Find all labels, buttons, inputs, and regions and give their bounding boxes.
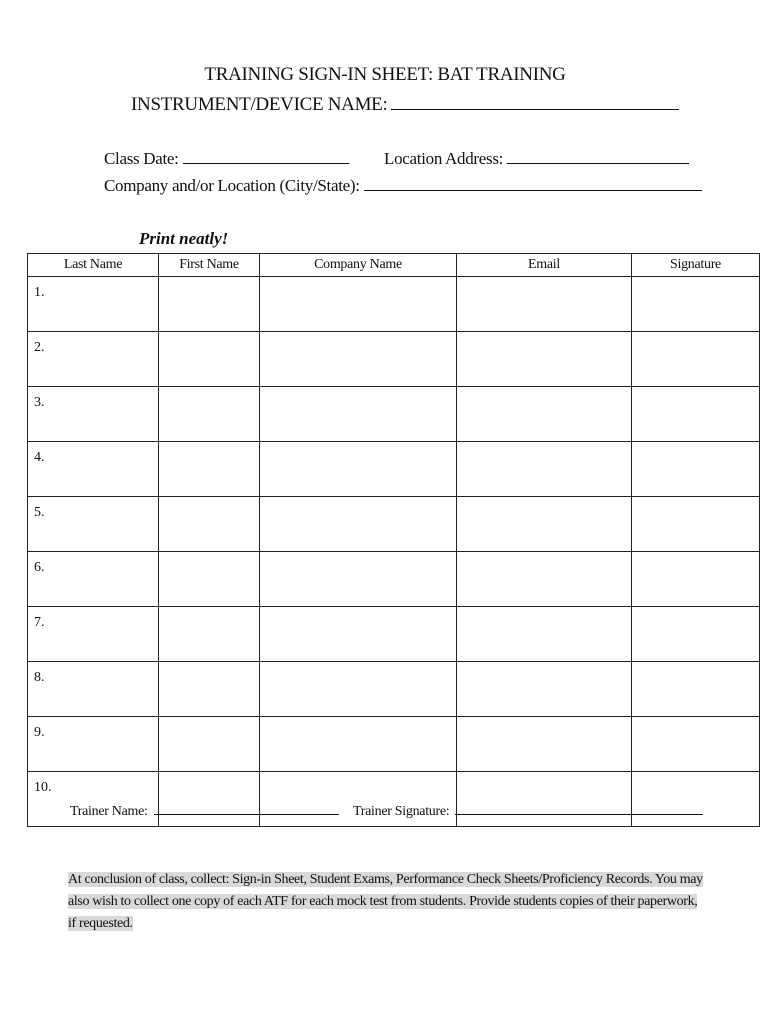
table-row bbox=[28, 332, 760, 387]
cell-last-name[interactable] bbox=[28, 662, 159, 717]
print-neatly-note: Print neatly! bbox=[139, 229, 229, 248]
cell-email[interactable] bbox=[457, 607, 632, 662]
location-address-line[interactable] bbox=[507, 149, 689, 164]
row-number: 5. bbox=[34, 505, 45, 520]
class-date-field[interactable] bbox=[104, 149, 349, 169]
cell-last-name[interactable] bbox=[28, 497, 159, 552]
cell-email[interactable] bbox=[457, 717, 632, 772]
cell-email[interactable] bbox=[457, 662, 632, 717]
table-header-row bbox=[28, 254, 760, 277]
cell-first-name[interactable] bbox=[159, 332, 260, 387]
cell-signature[interactable] bbox=[632, 717, 760, 772]
cell-signature[interactable] bbox=[632, 442, 760, 497]
table-row bbox=[28, 277, 760, 332]
cell-company-name[interactable] bbox=[260, 497, 457, 552]
row-number: 9. bbox=[34, 725, 45, 740]
trainer-name-label: Trainer Name: bbox=[70, 804, 148, 819]
row-number: 6. bbox=[34, 560, 45, 575]
column-header-signature: Signature bbox=[632, 254, 760, 277]
cell-last-name[interactable] bbox=[28, 607, 159, 662]
cell-first-name[interactable] bbox=[159, 607, 260, 662]
cell-company-name[interactable] bbox=[260, 332, 457, 387]
cell-company-name[interactable] bbox=[260, 442, 457, 497]
table-row bbox=[28, 717, 760, 772]
conclusion-note bbox=[68, 869, 708, 935]
row-number: 3. bbox=[34, 395, 45, 410]
device-name-label: INSTRUMENT/DEVICE NAME: bbox=[131, 94, 388, 115]
table-row bbox=[28, 442, 760, 497]
company-location-line[interactable] bbox=[364, 176, 702, 191]
cell-first-name[interactable] bbox=[159, 497, 260, 552]
cell-company-name[interactable] bbox=[260, 277, 457, 332]
row-number: 2. bbox=[34, 340, 45, 355]
column-header-email: Email bbox=[457, 254, 632, 277]
column-header-first-name: First Name bbox=[159, 254, 260, 277]
location-address-field[interactable] bbox=[384, 149, 689, 169]
cell-first-name[interactable] bbox=[159, 552, 260, 607]
table-row bbox=[28, 662, 760, 717]
device-name-line[interactable] bbox=[391, 95, 679, 110]
cell-last-name[interactable] bbox=[28, 552, 159, 607]
cell-signature[interactable] bbox=[632, 607, 760, 662]
class-date-line[interactable] bbox=[183, 149, 349, 164]
cell-company-name[interactable] bbox=[260, 717, 457, 772]
cell-last-name[interactable] bbox=[28, 277, 159, 332]
location-address-label: Location Address: bbox=[384, 149, 504, 168]
column-header-last-name: Last Name bbox=[28, 254, 159, 277]
cell-email[interactable] bbox=[457, 552, 632, 607]
conclusion-note-text: At conclusion of class, collect: Sign-in Sheet, Student Exams, Performance Check Sheets/Proficiency Records. You may also wish to collect one copy of each ATF for each mock test from students. Provide students copies of their paperwork, if requested. bbox=[68, 872, 703, 931]
cell-company-name[interactable] bbox=[260, 387, 457, 442]
cell-signature[interactable] bbox=[632, 552, 760, 607]
cell-signature[interactable] bbox=[632, 277, 760, 332]
sign-in-table bbox=[27, 253, 760, 827]
cell-signature[interactable] bbox=[632, 332, 760, 387]
trainer-name-field[interactable] bbox=[70, 802, 339, 820]
table-row bbox=[28, 387, 760, 442]
row-number: 4. bbox=[34, 450, 45, 465]
cell-first-name[interactable] bbox=[159, 717, 260, 772]
trainer-signature-label: Trainer Signature: bbox=[353, 804, 450, 819]
cell-first-name[interactable] bbox=[159, 442, 260, 497]
cell-email[interactable] bbox=[457, 497, 632, 552]
row-number: 10. bbox=[34, 780, 52, 795]
cell-signature[interactable] bbox=[632, 387, 760, 442]
cell-first-name[interactable] bbox=[159, 662, 260, 717]
cell-company-name[interactable] bbox=[260, 552, 457, 607]
table-row bbox=[28, 497, 760, 552]
cell-first-name[interactable] bbox=[159, 277, 260, 332]
trainer-signature-field[interactable] bbox=[353, 802, 703, 820]
table-row bbox=[28, 607, 760, 662]
class-date-label: Class Date: bbox=[104, 149, 179, 168]
company-location-label: Company and/or Location (City/State): bbox=[104, 176, 360, 195]
document-title: TRAINING SIGN-IN SHEET: BAT TRAINING bbox=[204, 64, 566, 85]
cell-email[interactable] bbox=[457, 277, 632, 332]
cell-last-name[interactable] bbox=[28, 717, 159, 772]
cell-email[interactable] bbox=[457, 332, 632, 387]
cell-company-name[interactable] bbox=[260, 662, 457, 717]
cell-email[interactable] bbox=[457, 442, 632, 497]
row-number: 7. bbox=[34, 615, 45, 630]
table-row bbox=[28, 552, 760, 607]
trainer-signature-line[interactable] bbox=[455, 802, 703, 815]
cell-signature[interactable] bbox=[632, 662, 760, 717]
cell-signature[interactable] bbox=[632, 497, 760, 552]
cell-last-name[interactable] bbox=[28, 332, 159, 387]
cell-email[interactable] bbox=[457, 387, 632, 442]
trainer-name-line[interactable] bbox=[154, 802, 339, 815]
cell-last-name[interactable] bbox=[28, 442, 159, 497]
company-location-field[interactable] bbox=[104, 176, 702, 196]
column-header-company-name: Company Name bbox=[260, 254, 457, 277]
cell-first-name[interactable] bbox=[159, 387, 260, 442]
device-name-field[interactable] bbox=[131, 94, 679, 116]
row-number: 1. bbox=[34, 285, 45, 300]
row-number: 8. bbox=[34, 670, 45, 685]
cell-company-name[interactable] bbox=[260, 607, 457, 662]
cell-last-name[interactable] bbox=[28, 387, 159, 442]
